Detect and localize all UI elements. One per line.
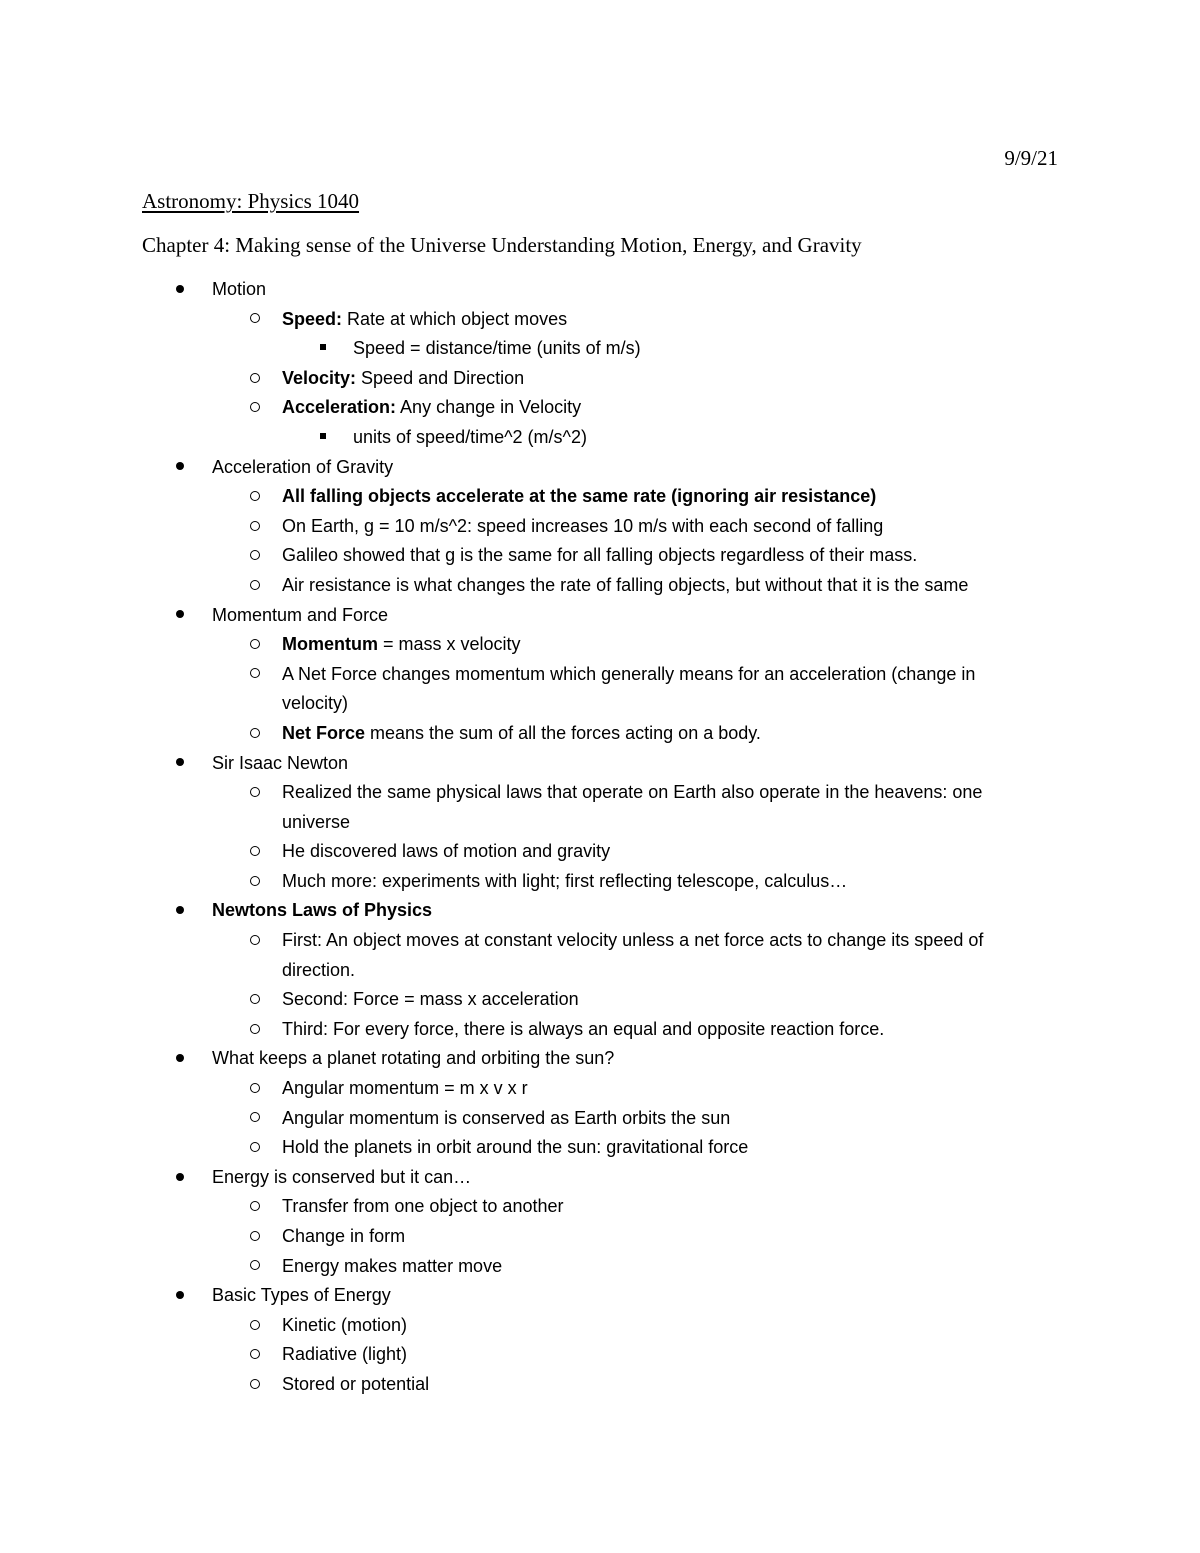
definition: means the sum of all the forces acting on a body. [365,722,761,743]
square-bullet-icon [313,334,333,364]
circle-bullet-icon [245,1074,265,1104]
definition: Speed and Direction [356,367,525,388]
list-item [0,837,1200,867]
circle-bullet-icon [245,512,265,542]
list-item-text: On Earth, g = 10 m/s^2: speed increases 10 m/s with each second of falling [282,515,884,536]
list-item-text: Energy is conserved but it can… [212,1166,472,1187]
notes-list [0,275,1200,1400]
list-item-text: Galileo showed that g is the same for all falling objects regardless of their mass. [282,545,918,566]
list-item [0,393,1200,423]
chapter-heading: Chapter 4: Making sense of the Universe Understanding Motion, Energy, and Gravity [142,233,862,257]
term: Acceleration: [282,397,397,418]
list-item-text [212,896,432,926]
definition: = mass x velocity [378,634,521,655]
circle-bullet-icon [245,1015,265,1045]
bullet-icon [170,601,190,631]
circle-bullet-icon [245,541,265,571]
list-item-text: Realized the same physical laws that operate on Earth also operate in the heavens: one [282,782,983,803]
bullet-icon [170,1044,190,1074]
circle-bullet-icon [245,1252,265,1282]
list-item [0,482,1200,512]
circle-bullet-icon [245,837,265,867]
circle-bullet-icon [245,630,265,660]
list-item-text: Second: Force = mass x acceleration [282,989,579,1010]
list-item [0,1252,1200,1282]
list-item [0,867,1200,897]
list-item [0,660,1200,690]
bold-text: Newtons Laws of Physics [212,900,433,921]
list-item [0,896,1200,926]
list-item [0,1370,1200,1400]
list-item-text: Kinetic (motion) [282,1314,408,1335]
list-item-text: Change in form [282,1226,406,1246]
list-item-text: units of speed/time^2 (m/s^2) [353,426,587,447]
list-item [0,423,1200,453]
circle-bullet-icon [245,926,265,956]
list-item-continuation [0,956,1200,986]
note-date: 9/9/21 [1004,146,1058,170]
list-item [0,1133,1200,1163]
list-item [0,985,1200,1015]
list-item-text [282,364,524,394]
circle-bullet-icon [245,985,265,1015]
list-item-text: He discovered laws of motion and gravity [282,841,611,862]
bullet-icon [170,896,190,926]
list-item-text [282,719,761,749]
definition: Rate at which object moves [342,308,568,329]
list-item [0,1044,1200,1074]
list-item [0,630,1200,660]
square-bullet-icon [313,423,333,453]
list-item-text [282,482,876,512]
list-item-text [282,393,581,423]
term: Momentum [282,634,378,655]
bullet-icon [170,1281,190,1311]
list-item [0,571,1200,601]
list-item [0,601,1200,631]
list-item-text: Angular momentum is conserved as Earth orbits the sun [282,1107,731,1128]
list-item-text: Third: For every force, there is always an equal and opposite reaction force. [282,1018,885,1039]
list-item [0,1015,1200,1045]
list-item-text [282,305,567,335]
bullet-icon [170,275,190,305]
list-item-text: Speed = distance/time (units of m/s) [353,338,641,359]
list-item [0,512,1200,542]
list-item [0,1311,1200,1341]
list-item [0,1222,1200,1252]
list-item [0,778,1200,808]
list-item-text: direction. [282,959,356,980]
term: Velocity: [282,367,357,388]
list-item-text: First: An object moves at constant velocity unless a net force acts to change its speed of [282,930,984,951]
list-item [0,1340,1200,1370]
list-item-text: Basic Types of Energy [212,1285,391,1306]
circle-bullet-icon [245,1311,265,1341]
circle-bullet-icon [245,1370,265,1400]
list-item [0,749,1200,779]
list-item-text: Hold the planets in orbit around the sun: gravitational force [282,1137,749,1158]
bullet-icon [170,1163,190,1193]
circle-bullet-icon [245,1104,265,1134]
circle-bullet-icon [245,719,265,749]
list-item-text: Radiative (light) [282,1344,408,1365]
bullet-icon [170,749,190,779]
list-item [0,364,1200,394]
circle-bullet-icon [245,393,265,423]
list-item [0,1281,1200,1311]
circle-bullet-icon [245,482,265,512]
list-item-continuation [0,689,1200,719]
term: Speed: [282,308,343,329]
list-item-text: Much more: experiments with light; first reflecting telescope, calculus… [282,870,848,891]
list-item [0,1104,1200,1134]
circle-bullet-icon [245,571,265,601]
list-item [0,719,1200,749]
bullet-icon [170,453,190,483]
list-item-text: Sir Isaac Newton [212,752,349,773]
list-item [0,453,1200,483]
list-item-text: Angular momentum = m x v x r [282,1078,528,1099]
bold-text: All falling objects accelerate at the same rate (ignoring air resistance) [282,486,877,507]
list-item [0,275,1200,305]
list-item-text: Stored or potential [282,1373,430,1394]
list-item [0,1163,1200,1193]
list-item-text: universe [282,811,351,832]
circle-bullet-icon [245,1340,265,1370]
list-item [0,305,1200,335]
list-item-text: Transfer from one object to another [282,1196,564,1217]
list-item [0,541,1200,571]
list-item [0,1192,1200,1222]
list-item-text: Energy makes matter move [282,1255,503,1276]
circle-bullet-icon [245,1222,265,1252]
circle-bullet-icon [245,305,265,335]
list-item-text: A Net Force changes momentum which generally means for an acceleration (change in [282,663,976,684]
list-item [0,1074,1200,1104]
list-item [0,926,1200,956]
list-item-text: Momentum and Force [212,604,389,625]
circle-bullet-icon [245,364,265,394]
course-title: Astronomy: Physics 1040 [142,189,360,213]
list-item-text: Acceleration of Gravity [212,456,394,477]
circle-bullet-icon [245,1133,265,1163]
list-item [0,334,1200,364]
circle-bullet-icon [245,1192,265,1222]
circle-bullet-icon [245,867,265,897]
list-item-text [282,630,521,660]
circle-bullet-icon [245,660,265,690]
list-item-text: Air resistance is what changes the rate of falling objects, but without that it is the same [282,574,969,595]
list-item-continuation [0,808,1200,838]
circle-bullet-icon [245,778,265,808]
term: Net Force [282,722,366,743]
list-item-text: What keeps a planet rotating and orbiting the sun? [212,1048,615,1069]
definition: Any change in Velocity [396,397,582,418]
list-item-text: Motion [212,279,267,299]
list-item-text: velocity) [282,693,349,714]
